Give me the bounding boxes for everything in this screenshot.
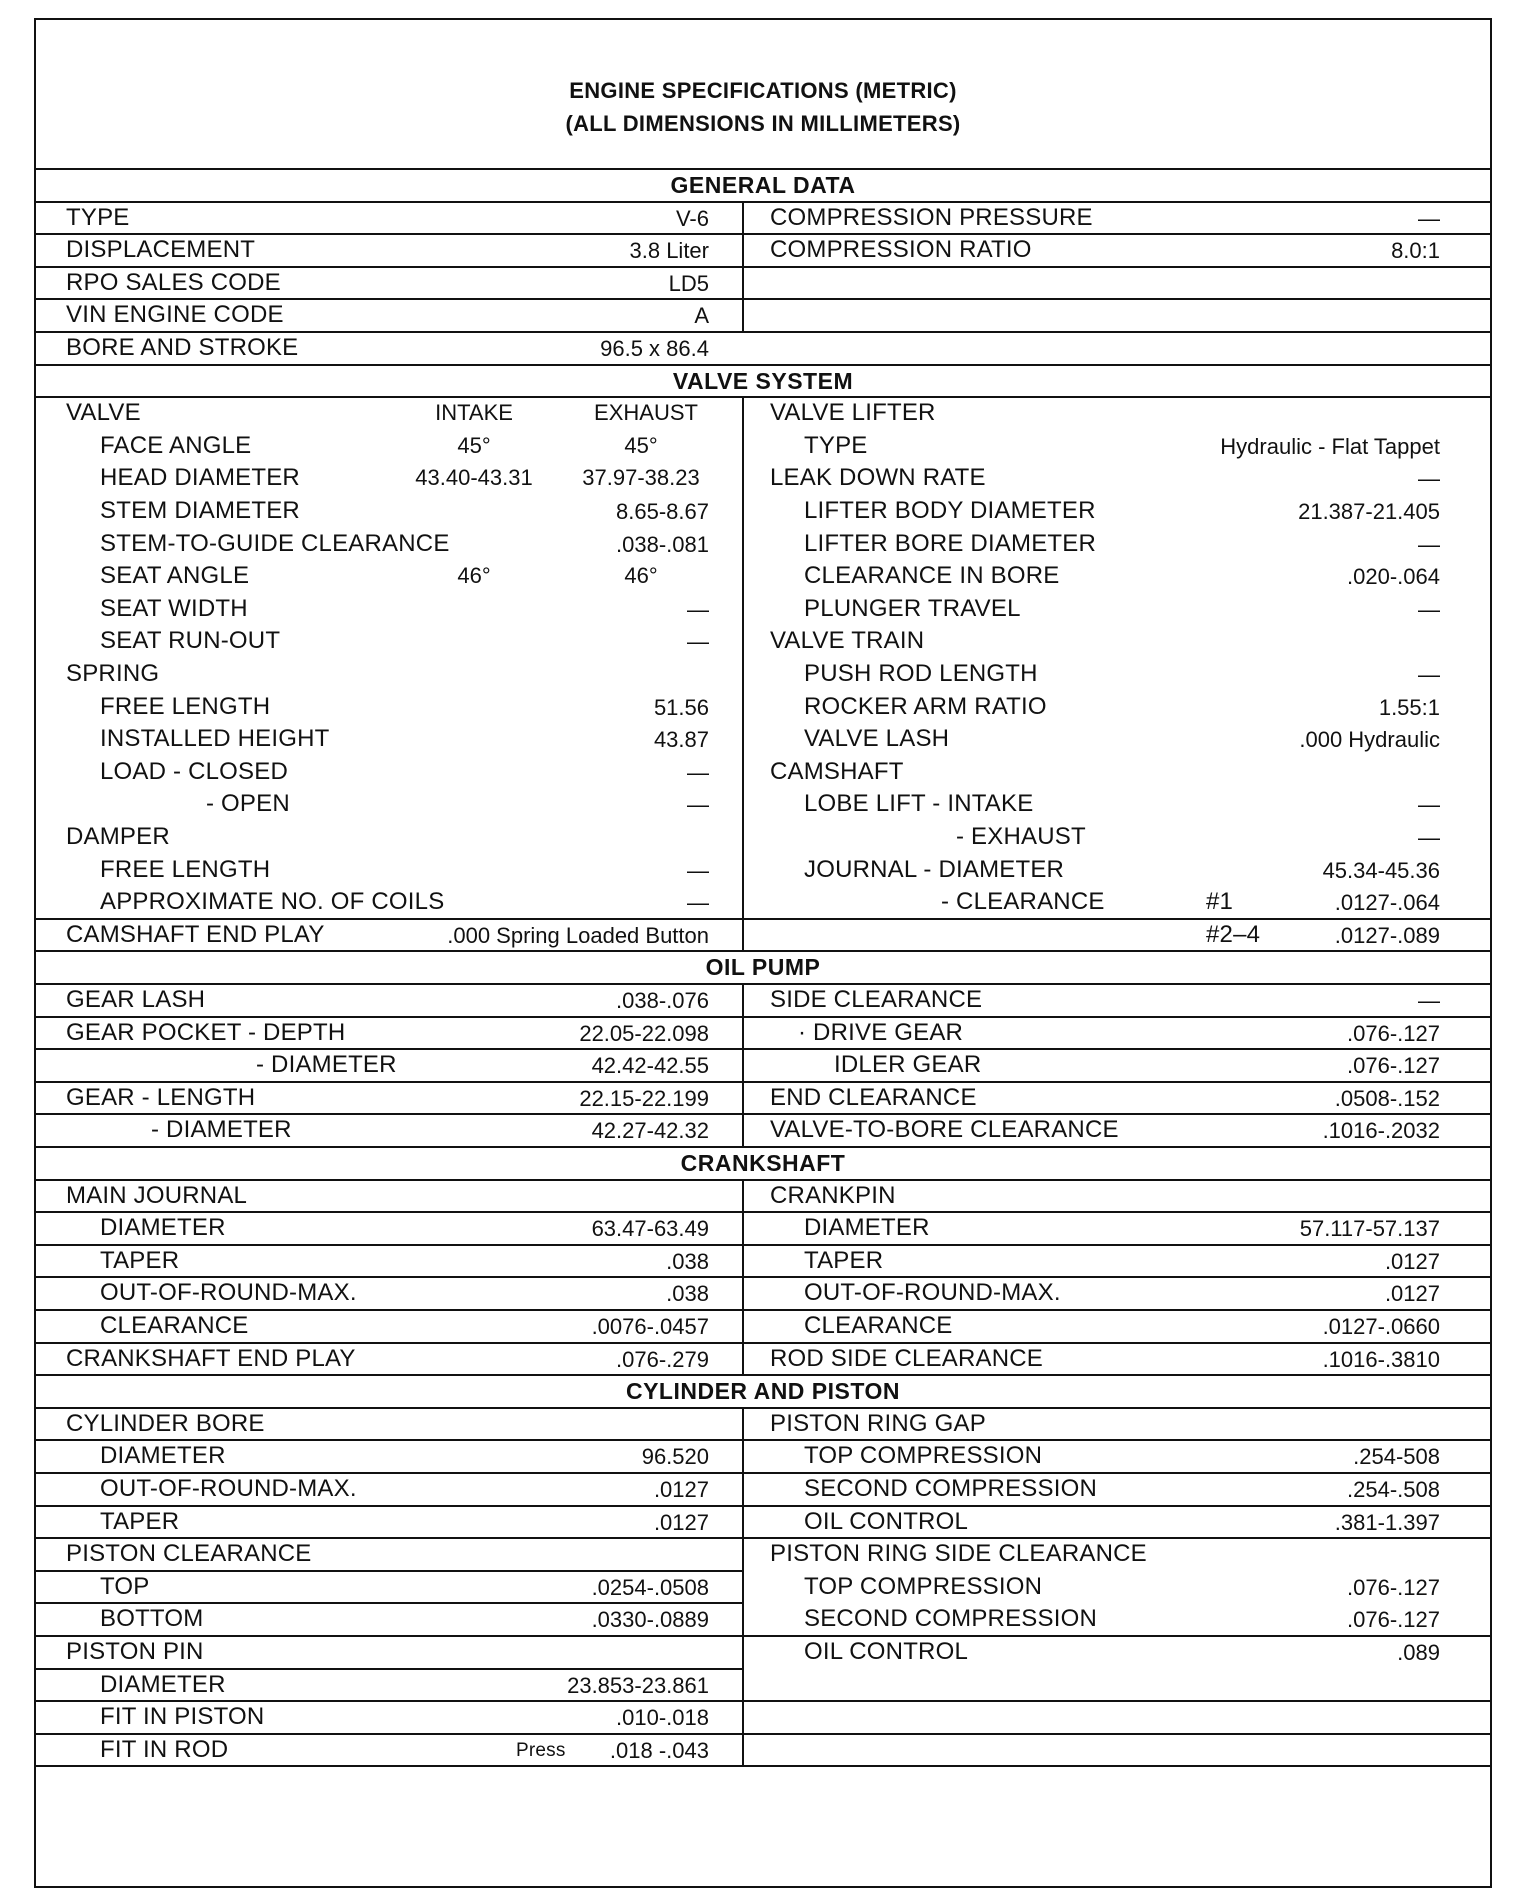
spec-label: VALVE TRAIN bbox=[770, 627, 925, 655]
spec-value: .0127 bbox=[1384, 1248, 1440, 1274]
spec-value: — bbox=[1418, 205, 1440, 231]
spec-value: 8.65-8.67 bbox=[616, 499, 709, 524]
row-divider bbox=[36, 396, 1490, 398]
column-divider bbox=[742, 983, 744, 1146]
spec-label: OUT-OF-ROUND-MAX. bbox=[100, 1279, 357, 1307]
spec-label: PISTON PIN bbox=[66, 1638, 204, 1665]
page-title: ENGINE SPECIFICATIONS (METRIC) bbox=[569, 78, 957, 103]
row-divider bbox=[742, 266, 1490, 268]
spec-label: - CLEARANCE bbox=[941, 888, 1105, 916]
spec-value: 3.8 Liter bbox=[629, 238, 709, 264]
spec-label: FACE ANGLE bbox=[100, 431, 252, 459]
journal-position-mark: #2–4 bbox=[1206, 920, 1261, 948]
spec-value: — bbox=[1418, 466, 1440, 492]
row-divider bbox=[36, 1146, 1490, 1148]
row-divider bbox=[36, 1113, 1490, 1115]
row-divider bbox=[36, 1048, 1490, 1050]
spec-value: .038-.076 bbox=[616, 988, 709, 1013]
spec-value: 63.47-63.49 bbox=[591, 1216, 709, 1242]
spec-label: IDLER GEAR bbox=[834, 1051, 982, 1079]
spec-value: .018 -.043 bbox=[609, 1737, 709, 1763]
row-divider bbox=[36, 1537, 1490, 1539]
spec-label: LEAK DOWN RATE bbox=[770, 464, 986, 492]
spec-value: .076-.127 bbox=[1347, 1607, 1440, 1633]
spec-value: 45.34-45.36 bbox=[1322, 857, 1440, 883]
intake-column-header: INTAKE bbox=[435, 400, 513, 426]
spec-value: 21.387-21.405 bbox=[1298, 499, 1440, 524]
row-divider bbox=[36, 168, 1490, 170]
spec-label: VALVE-TO-BORE CLEARANCE bbox=[770, 1116, 1119, 1144]
spec-value: 43.87 bbox=[653, 727, 709, 753]
spec-label: VALVE bbox=[66, 399, 141, 427]
column-divider bbox=[742, 1179, 744, 1375]
section-heading-crankshaft: CRANKSHAFT bbox=[680, 1150, 846, 1176]
spec-value: .0127-.064 bbox=[1334, 890, 1440, 916]
spec-label: FIT IN ROD bbox=[100, 1735, 229, 1763]
spec-value: — bbox=[1418, 596, 1440, 622]
row-divider bbox=[36, 1374, 1490, 1376]
spec-label: TOP COMPRESSION bbox=[804, 1442, 1043, 1470]
spec-value: A bbox=[694, 303, 709, 329]
spec-value: — bbox=[687, 629, 709, 655]
spec-label: BORE AND STROKE bbox=[66, 334, 299, 361]
spec-value: — bbox=[687, 890, 709, 916]
spec-value: .0127-.089 bbox=[1334, 922, 1440, 948]
spec-label: GEAR LASH bbox=[66, 986, 206, 1013]
row-divider bbox=[36, 233, 742, 235]
spec-value: .0127 bbox=[653, 1509, 709, 1535]
spec-label: TAPER bbox=[100, 1507, 180, 1535]
spec-value: .381-1.397 bbox=[1334, 1509, 1440, 1535]
spec-value: 42.42-42.55 bbox=[591, 1053, 709, 1079]
spec-label: PLUNGER TRAVEL bbox=[804, 594, 1021, 622]
spec-label: - OPEN bbox=[206, 790, 290, 818]
row-divider bbox=[36, 918, 1490, 920]
spec-value: .0254-.0508 bbox=[591, 1574, 709, 1600]
spec-label: END CLEARANCE bbox=[770, 1083, 977, 1111]
spec-value: .0127-.0660 bbox=[1322, 1314, 1440, 1339]
spec-label: CYLINDER BORE bbox=[66, 1409, 265, 1437]
spec-value: V-6 bbox=[675, 205, 709, 231]
spec-label: PISTON RING SIDE CLEARANCE bbox=[770, 1540, 1147, 1568]
spec-value: — bbox=[1418, 825, 1440, 850]
spec-value: .1016-.2032 bbox=[1322, 1118, 1440, 1144]
spec-label: - DIAMETER bbox=[151, 1116, 292, 1144]
spec-label: RPO SALES CODE bbox=[66, 268, 281, 296]
spec-value: .0076-.0457 bbox=[591, 1314, 709, 1339]
exhaust-value: 45° bbox=[624, 432, 658, 458]
spec-value: .010-.018 bbox=[616, 1705, 709, 1731]
section-heading-valve: VALVE SYSTEM bbox=[672, 367, 854, 394]
exhaust-value: 46° bbox=[624, 563, 658, 589]
spec-label: CRANKPIN bbox=[770, 1181, 896, 1209]
exhaust-column-header: EXHAUST bbox=[594, 400, 698, 426]
spec-label: GEAR POCKET - DEPTH bbox=[66, 1018, 346, 1046]
spec-label: COMPRESSION RATIO bbox=[770, 236, 1032, 264]
row-divider bbox=[36, 1016, 1490, 1018]
spec-value: — bbox=[1418, 531, 1440, 557]
spec-label: OIL CONTROL bbox=[804, 1507, 969, 1535]
spec-label: BOTTOM bbox=[100, 1605, 204, 1633]
spec-label: TAPER bbox=[100, 1246, 180, 1274]
spec-label: SEAT WIDTH bbox=[100, 594, 248, 622]
spec-label: COMPRESSION PRESSURE bbox=[770, 203, 1093, 231]
spec-value: .076-.127 bbox=[1347, 1053, 1440, 1079]
spec-label: DIAMETER bbox=[100, 1214, 226, 1242]
spec-value: .254-.508 bbox=[1347, 1477, 1440, 1502]
spec-value: .020-.064 bbox=[1347, 564, 1440, 590]
row-divider bbox=[36, 1309, 1490, 1311]
row-divider bbox=[36, 201, 1490, 203]
spec-label: LIFTER BORE DIAMETER bbox=[804, 529, 1097, 557]
section-heading-oil-pump: OIL PUMP bbox=[705, 954, 821, 981]
spec-label: CAMSHAFT END PLAY bbox=[66, 920, 325, 948]
spec-label: STEM DIAMETER bbox=[100, 497, 300, 524]
spec-label: FREE LENGTH bbox=[100, 692, 271, 720]
spec-value: .076-.279 bbox=[616, 1346, 709, 1372]
row-divider bbox=[36, 1472, 1490, 1474]
spec-label: CLEARANCE IN BORE bbox=[804, 562, 1060, 590]
row-divider bbox=[36, 983, 1490, 985]
spec-value: 23.853-23.861 bbox=[567, 1672, 709, 1698]
spec-label: VALVE LASH bbox=[804, 725, 950, 753]
spec-label: ROD SIDE CLEARANCE bbox=[770, 1344, 1043, 1372]
spec-label: SECOND COMPRESSION bbox=[804, 1475, 1097, 1502]
spec-label: PISTON RING GAP bbox=[770, 1409, 986, 1437]
spec-value: .0127 bbox=[653, 1477, 709, 1502]
spec-label: SEAT RUN-OUT bbox=[100, 627, 281, 655]
spec-label: JOURNAL - DIAMETER bbox=[804, 855, 1065, 883]
row-divider bbox=[36, 1765, 1490, 1767]
spec-value: .038 bbox=[666, 1281, 709, 1307]
spec-label: TOP COMPRESSION bbox=[804, 1572, 1043, 1600]
row-divider bbox=[36, 1342, 1490, 1344]
journal-position-mark: #1 bbox=[1206, 888, 1234, 916]
spec-value: — bbox=[687, 792, 709, 818]
spec-label: FIT IN PISTON bbox=[100, 1703, 265, 1731]
spec-label: OUT-OF-ROUND-MAX. bbox=[100, 1475, 357, 1502]
spec-value: 96.5 x 86.4 bbox=[600, 336, 709, 361]
spec-value: 22.05-22.098 bbox=[579, 1020, 709, 1046]
spec-value: .0508-.152 bbox=[1334, 1085, 1440, 1111]
page-subtitle: (ALL DIMENSIONS IN MILLIMETERS) bbox=[565, 111, 961, 136]
spec-value: 96.520 bbox=[641, 1444, 709, 1470]
spec-value: .1016-.3810 bbox=[1322, 1346, 1440, 1372]
spec-value: 1.55:1 bbox=[1378, 694, 1440, 720]
row-divider bbox=[36, 1276, 1490, 1278]
spec-label: DIAMETER bbox=[804, 1214, 930, 1242]
row-divider bbox=[36, 298, 742, 300]
spec-label: HEAD DIAMETER bbox=[100, 464, 300, 492]
spec-label: VIN ENGINE CODE bbox=[66, 301, 284, 329]
column-divider bbox=[742, 1407, 744, 1766]
spec-label: VALVE LIFTER bbox=[770, 399, 936, 427]
row-divider bbox=[36, 1439, 1490, 1441]
row-divider bbox=[742, 233, 1490, 235]
spec-label: SECOND COMPRESSION bbox=[804, 1605, 1097, 1633]
spec-value: 42.27-42.32 bbox=[591, 1118, 709, 1144]
spec-label: · DRIVE GEAR bbox=[798, 1018, 964, 1046]
spec-label: SPRING bbox=[66, 660, 160, 687]
spec-value: .254-508 bbox=[1353, 1444, 1440, 1470]
row-divider bbox=[36, 1081, 1490, 1083]
spec-label: ROCKER ARM RATIO bbox=[804, 692, 1047, 720]
spec-label: OIL CONTROL bbox=[804, 1638, 969, 1665]
spec-label: SIDE CLEARANCE bbox=[770, 986, 983, 1013]
spec-label: - DIAMETER bbox=[256, 1051, 397, 1079]
column-divider bbox=[742, 396, 744, 950]
row-divider bbox=[36, 1570, 742, 1572]
spec-label: DAMPER bbox=[66, 823, 170, 850]
row-divider bbox=[36, 1407, 1490, 1409]
spec-value: 8.0:1 bbox=[1391, 238, 1440, 264]
spec-label: LIFTER BODY DIAMETER bbox=[804, 497, 1096, 524]
spec-label: GEAR - LENGTH bbox=[66, 1083, 256, 1111]
intake-value: 46° bbox=[457, 563, 491, 589]
row-divider bbox=[36, 1179, 1490, 1181]
spec-label: INSTALLED HEIGHT bbox=[100, 725, 330, 753]
row-divider bbox=[36, 1602, 742, 1604]
spec-label: OUT-OF-ROUND-MAX. bbox=[804, 1279, 1061, 1307]
spec-value: .089 bbox=[1397, 1640, 1440, 1665]
spec-sheet bbox=[34, 18, 1492, 1888]
spec-value: .000 Spring Loaded Button bbox=[447, 922, 709, 948]
row-divider bbox=[36, 1244, 1490, 1246]
spec-value: — bbox=[1418, 662, 1440, 687]
press-fit-note: Press bbox=[516, 1739, 566, 1761]
section-heading-cylinder-piston: CYLINDER AND PISTON bbox=[625, 1378, 901, 1405]
row-divider bbox=[742, 298, 1490, 300]
spec-label: LOBE LIFT - INTAKE bbox=[804, 790, 1034, 818]
spec-label: APPROXIMATE NO. OF COILS bbox=[100, 888, 445, 916]
spec-label: PISTON CLEARANCE bbox=[66, 1540, 312, 1568]
section-heading-general: GENERAL DATA bbox=[670, 172, 856, 198]
spec-label: TYPE bbox=[66, 203, 130, 231]
spec-label: MAIN JOURNAL bbox=[66, 1181, 248, 1209]
spec-value: .076-.127 bbox=[1347, 1020, 1440, 1046]
spec-value: — bbox=[1418, 792, 1440, 818]
spec-value: 51.56 bbox=[653, 694, 709, 720]
spec-label: FREE LENGTH bbox=[100, 855, 271, 883]
spec-label: - EXHAUST bbox=[956, 823, 1086, 850]
spec-value: .0127 bbox=[1384, 1281, 1440, 1307]
spec-label: TYPE bbox=[804, 431, 868, 459]
spec-label: DIAMETER bbox=[100, 1442, 226, 1470]
exhaust-value: 37.97-38.23 bbox=[582, 465, 700, 491]
spec-label: TOP bbox=[100, 1572, 150, 1600]
spec-value: .0330-.0889 bbox=[591, 1607, 709, 1633]
spec-label: CLEARANCE bbox=[100, 1312, 249, 1339]
spec-label: PUSH ROD LENGTH bbox=[804, 660, 1038, 687]
column-divider bbox=[742, 201, 744, 331]
row-divider bbox=[36, 1211, 1490, 1213]
spec-value: .038-.081 bbox=[616, 531, 709, 557]
spec-value: 22.15-22.199 bbox=[579, 1085, 709, 1111]
row-divider bbox=[36, 1700, 1490, 1702]
spec-value: .000 Hydraulic bbox=[1299, 727, 1440, 753]
intake-value: 43.40-43.31 bbox=[415, 465, 533, 491]
spec-label: CLEARANCE bbox=[804, 1312, 953, 1339]
row-divider bbox=[742, 331, 1490, 333]
row-divider bbox=[36, 364, 1490, 366]
row-divider bbox=[36, 1668, 742, 1670]
spec-value: LD5 bbox=[668, 270, 709, 296]
row-divider bbox=[36, 331, 742, 333]
row-divider bbox=[36, 1635, 1490, 1637]
spec-label: DIAMETER bbox=[100, 1670, 226, 1698]
spec-value: Hydraulic - Flat Tappet bbox=[1220, 433, 1440, 459]
row-divider bbox=[36, 950, 1490, 952]
spec-label: STEM-TO-GUIDE CLEARANCE bbox=[100, 529, 450, 557]
intake-value: 45° bbox=[457, 432, 491, 458]
row-divider bbox=[36, 266, 742, 268]
spec-label: DISPLACEMENT bbox=[66, 236, 256, 264]
row-divider bbox=[36, 1733, 1490, 1735]
spec-value: — bbox=[687, 759, 709, 785]
spec-value: 57.117-57.137 bbox=[1299, 1216, 1440, 1242]
spec-label: CAMSHAFT bbox=[770, 757, 904, 785]
spec-label: TAPER bbox=[804, 1246, 884, 1274]
spec-label: SEAT ANGLE bbox=[100, 562, 250, 590]
spec-value: — bbox=[687, 596, 709, 622]
spec-value: — bbox=[687, 857, 709, 883]
row-divider bbox=[36, 1505, 1490, 1507]
spec-label: CRANKSHAFT END PLAY bbox=[66, 1344, 356, 1372]
spec-label: LOAD - CLOSED bbox=[100, 757, 288, 785]
spec-value: — bbox=[1418, 988, 1440, 1013]
spec-value: .076-.127 bbox=[1347, 1574, 1440, 1600]
spec-value: .038 bbox=[666, 1248, 709, 1274]
